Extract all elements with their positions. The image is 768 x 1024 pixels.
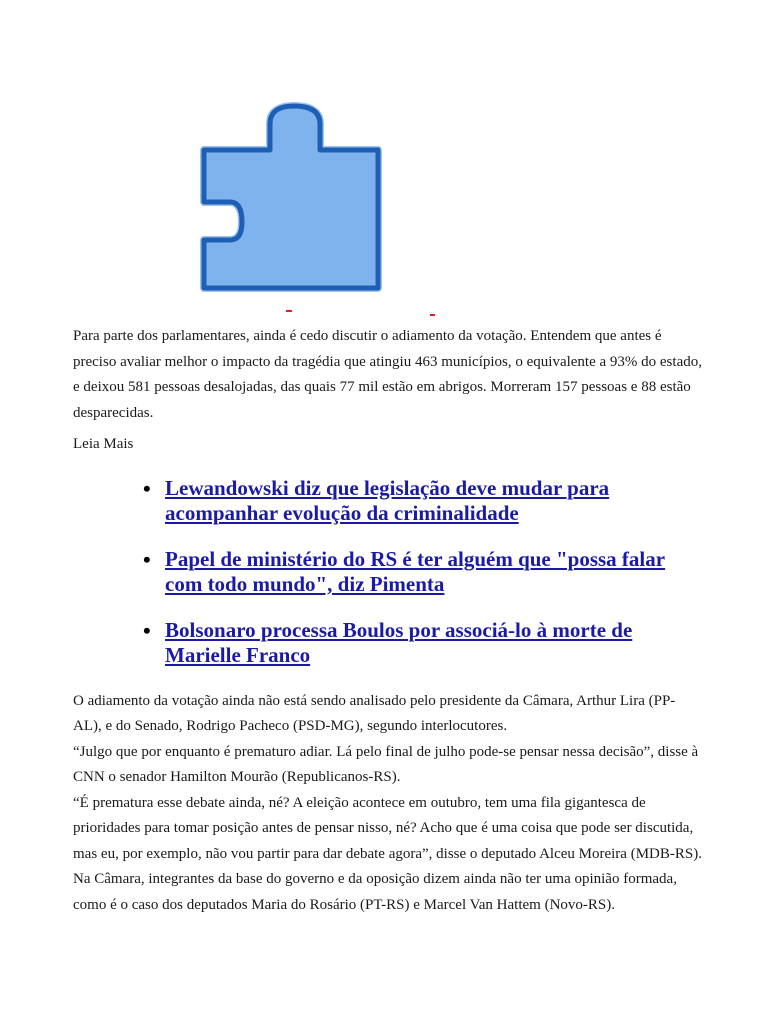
related-item: [143, 547, 703, 597]
intro-paragraph: Para parte dos parlamentares, ainda é cedo discutir o adiamento da votação. Entendem que antes é preciso avaliar melhor o impacto da tragédia que atingiu 463 municípios, o equivalente a 93% do estado, e deixou 581 pessoas desalojadas, das quais 77 mil estão em abrigos. Morreram 157 pessoas e 88 estão desparecidas.: [73, 328, 702, 421]
leia-mais-label: Leia Mais: [73, 436, 134, 452]
bullet-icon: •: [143, 475, 151, 501]
article-content: [73, 324, 703, 918]
related-item: [143, 618, 703, 668]
bullet-icon: •: [143, 546, 151, 572]
bullet-icon: •: [143, 617, 151, 643]
related-link[interactable]: Lewandowski diz que legislação deve mudar para acompanhar evolução da criminalidade: [165, 475, 610, 525]
related-link[interactable]: Papel de ministério do RS é ter alguém que "possa falar com todo mundo", diz Pimenta: [165, 546, 666, 596]
red-mark-left: [286, 310, 292, 312]
related-link[interactable]: Bolsonaro processa Boulos por associá-lo à morte de Marielle Franco: [165, 617, 633, 667]
body-paragraph: O adiamento da votação ainda não está sendo analisado pelo presidente da Câmara, Arthur Lira (PP-AL), e do Senado, Rodrigo Pacheco (PSD-MG), segundo interlocutores.: [73, 692, 676, 734]
plugin-puzzle-icon: [196, 102, 386, 298]
missing-plugin-placeholder: [196, 102, 386, 298]
body-paragraph: “É prematura esse debate ainda, né? A eleição acontece em outubro, tem uma fila gigantesca de prioridades para tomar posição antes de pensar nisso, né? Acho que é uma coisa que pode ser discutida, mas eu, por exemplo, não vou partir para dar debate agora”, disse o deputado Alceu Moreira (MDB-RS).: [73, 794, 702, 862]
article-body: [73, 689, 703, 919]
body-paragraph: Na Câmara, integrantes da base do governo e da oposição dizem ainda não ter uma opinião formada, como é o caso dos deputados Maria do Rosário (PT-RS) e Marcel Van Hattem (Novo-RS).: [73, 871, 677, 913]
related-links-list: [73, 476, 703, 668]
red-mark-right: [430, 314, 435, 316]
body-paragraph: “Julgo que por enquanto é prematuro adiar. Lá pelo final de julho pode-se pensar nessa decisão”, disse à CNN o senador Hamilton Mourão (Republicanos-RS).: [73, 743, 699, 785]
related-item: [143, 476, 703, 526]
